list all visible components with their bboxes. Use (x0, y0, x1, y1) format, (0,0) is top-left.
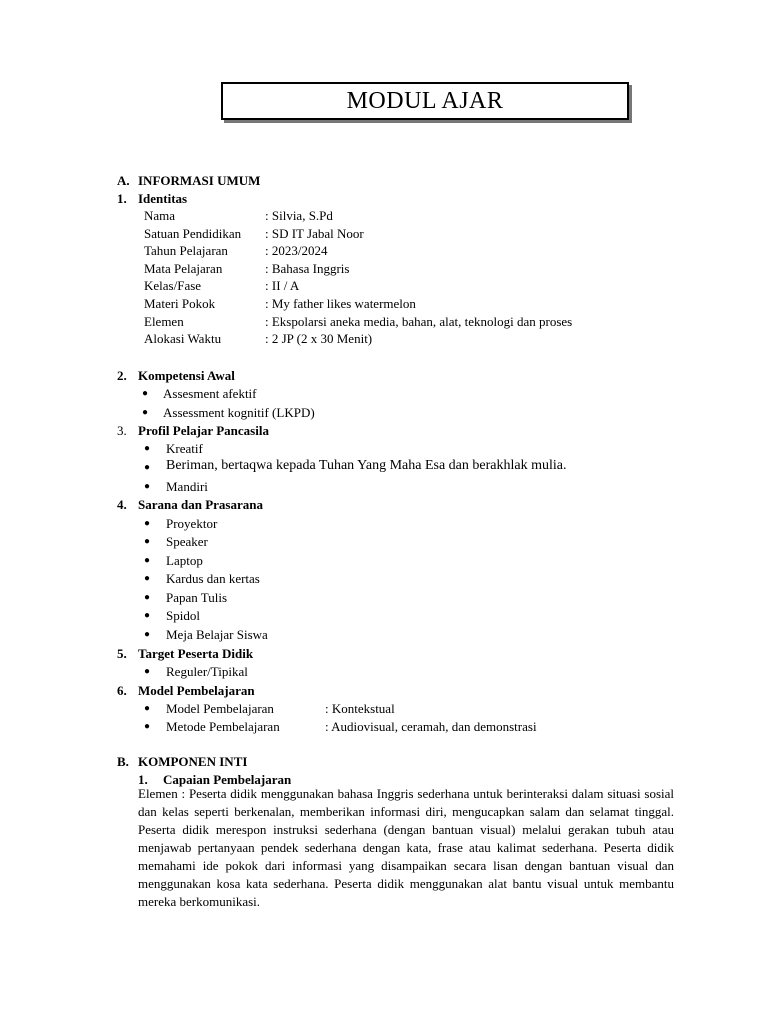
identitas-number: 1. (117, 191, 127, 206)
identitas-heading: Identitas (138, 191, 188, 206)
section-b-heading: KOMPONEN INTI (138, 754, 248, 769)
bullet: ● (144, 518, 151, 529)
bullet: ● (144, 536, 151, 547)
identitas-label: Materi Pokok (144, 296, 216, 311)
identitas-label: Mata Pelajaran (144, 261, 223, 276)
sarana-number: 4. (117, 497, 127, 512)
document-title-box (221, 82, 629, 120)
identitas-label: Nama (144, 208, 176, 223)
list-item: Kardus dan kertas (166, 571, 260, 586)
identitas-value: : Ekspolarsi aneka media, bahan, alat, teknologi dan proses (265, 314, 573, 329)
list-item: Kreatif (166, 441, 203, 456)
model-heading: Model Pembelajaran (138, 683, 255, 698)
bullet: ● (144, 666, 151, 677)
profil-heading: Profil Pelajar Pancasila (138, 423, 269, 438)
identitas-value: : Bahasa Inggris (265, 261, 350, 276)
model-label: Metode Pembelajaran (166, 719, 280, 734)
identitas-label: Satuan Pendidikan (144, 226, 242, 241)
bullet: ● (144, 721, 151, 732)
bullet: ● (144, 443, 151, 454)
capaian-number: 1. (138, 772, 148, 787)
model-value: : Audiovisual, ceramah, dan demonstrasi (325, 719, 537, 734)
model-number: 6. (117, 683, 127, 698)
capaian-paragraph: Elemen : Peserta didik menggunakan bahasa Inggris sederhana untuk berinteraksi dalam situasi sosial dan kelas seperti berkenalan, memberikan informasi diri, mengucapkan salam dan selamat tinggal. Peserta didik merespon instruksi sederhana (dengan bantuan visual) melalui gerakan tubuh atau menjawab pertanyaan pendek sederhana dengan kata, frase atau kalimat sederhana. Peserta didik memahami ide pokok dari informasi yang disampaikan secara lisan dengan bantuan visual dan menggunakan kosa kata sederhana. Peserta didik menggunakan alat bantu visual untuk membantu mereka berkomunikasi. (138, 786, 674, 909)
bullet: ● (144, 481, 151, 492)
sarana-heading: Sarana dan Prasarana (138, 497, 263, 512)
bullet: ● (144, 573, 151, 584)
identitas-label: Elemen (144, 314, 184, 329)
bullet: ● (144, 703, 151, 714)
list-item: Speaker (166, 534, 208, 549)
profil-number: 3. (117, 423, 127, 438)
section-b-letter: B. (117, 754, 129, 769)
list-item: Laptop (166, 553, 203, 568)
identitas-value: : SD IT Jabal Noor (265, 226, 364, 241)
section-a-letter: A. (117, 173, 130, 188)
kompetensi-heading: Kompetensi Awal (138, 368, 235, 383)
identitas-value: : II / A (265, 278, 300, 293)
target-number: 5. (117, 646, 127, 661)
list-item: Assessment kognitif (LKPD) (163, 405, 315, 420)
list-item: Assesment afektif (163, 386, 257, 401)
bullet: ● (142, 388, 149, 399)
list-item: Meja Belajar Siswa (166, 627, 268, 642)
list-item: Proyektor (166, 516, 218, 531)
identitas-value: : My father likes watermelon (265, 296, 416, 311)
identitas-value: : 2 JP (2 x 30 Menit) (265, 331, 373, 346)
identitas-label: Kelas/Fase (144, 278, 202, 293)
section-a-heading: INFORMASI UMUM (138, 173, 261, 188)
list-item: Mandiri (166, 479, 208, 494)
list-item: Papan Tulis (166, 590, 228, 605)
model-value: : Kontekstual (325, 701, 395, 716)
list-item: Spidol (166, 608, 200, 623)
model-label: Model Pembelajaran (166, 701, 274, 716)
target-heading: Target Peserta Didik (138, 646, 254, 661)
kompetensi-number: 2. (117, 368, 127, 383)
capaian-heading: Capaian Pembelajaran (163, 772, 292, 787)
list-item: Reguler/Tipikal (166, 664, 248, 679)
identitas-value: : Silvia, S.Pd (265, 208, 333, 223)
identitas-label: Tahun Pelajaran (144, 243, 228, 258)
identitas-value: : 2023/2024 (265, 243, 328, 258)
bullet: ● (144, 592, 151, 603)
bullet: ● (142, 407, 149, 418)
bullet: ● (144, 610, 151, 621)
bullet: ● (144, 462, 151, 473)
bullet: ● (144, 555, 151, 566)
document-title: MODUL AJAR (346, 88, 504, 114)
bullet: ● (144, 629, 151, 640)
list-item: Beriman, bertaqwa kepada Tuhan Yang Maha Esa dan berakhlak mulia. (166, 458, 567, 473)
identitas-label: Alokasi Waktu (144, 331, 222, 346)
